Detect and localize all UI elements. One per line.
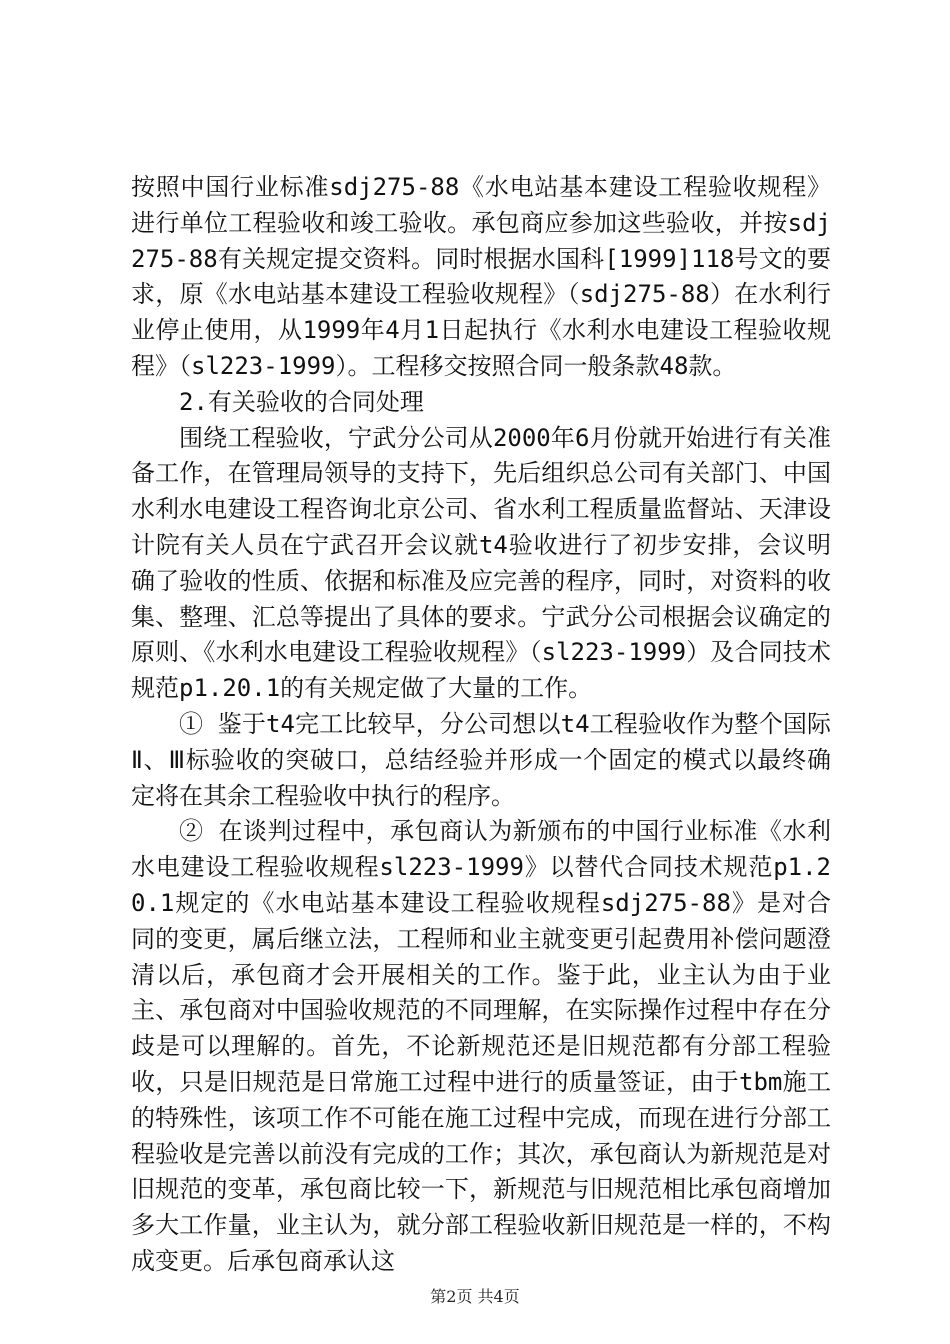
- paragraph-item-1: ① 鉴于t4完工比较早，分公司想以t4工程验收作为整个国际Ⅱ、Ⅲ标验收的突破口，总结经验并形成一个固定的模式以最终确定将在其余工程验收中执行的程序。: [131, 709, 831, 810]
- paragraph-item-2: ② 在谈判过程中，承包商认为新颁布的中国行业标准《水利水电建设工程验收规程sl223-1999》以替代合同技术规范p1.20.1规定的《水电站基本建设工程验收规程sdj275-88》是对合同的变更，属后继立法，工程师和业主就变更引起费用补偿问题澄清以后，承包商才会开展相关的工作。鉴于此，业主认为由于业主、承包商对中国验收规范的不同理解，在实际操作过程中存在分歧是可以理解的。首先，不论新规范还是旧规范都有分部工程验收，只是旧规范是日常施工过程中进行的质量签证，由于tbm施工的特殊性，该项工作不可能在施工过程中完成，而现在进行分部工程验收是完善以前没有完成的工作；其次，承包商认为新规范是对旧规范的变革，承包商比较一下，新规范与旧规范相比承包商增加多大工作量，业主认为，就分部工程验收新旧规范是一样的，不构成变更。后承包商承认这: [131, 817, 831, 1275]
- section-heading: 2.有关验收的合同处理: [179, 387, 424, 416]
- paragraph-standards: 按照中国行业标准sdj275-88《水电站基本建设工程验收规程》进行单位工程验收和竣工验收。承包商应参加这些验收，并按sdj275-88有关规定提交资料。同时根据水国科[1999]118号文的要求，原《水电站基本建设工程验收规程》（sdj275-88）在水利行业停止使用，从1999年4月1日起执行《水利水电建设工程验收规程》（sl223-1999）。工程移交按照合同一般条款48款。: [131, 173, 831, 380]
- page-footer: 第2页 共4页: [430, 1287, 520, 1306]
- document-body: [131, 170, 831, 1280]
- paragraph-preparation: 围绕工程验收，宁武分公司从2000年6月份就开始进行有关准备工作，在管理局领导的支持下，先后组织总公司有关部门、中国水利水电建设工程咨询北京公司、省水利工程质量监督站、天津设计院有关人员在宁武召开会议就t4验收进行了初步安排，会议明确了验收的性质、依据和标准及应完善的程序，同时，对资料的收集、整理、汇总等提出了具体的要求。宁武分公司根据会议确定的原则、《水利水电建设工程验收规程》（sl223-1999）及合同技术规范p1.20.1的有关规定做了大量的工作。: [131, 423, 831, 703]
